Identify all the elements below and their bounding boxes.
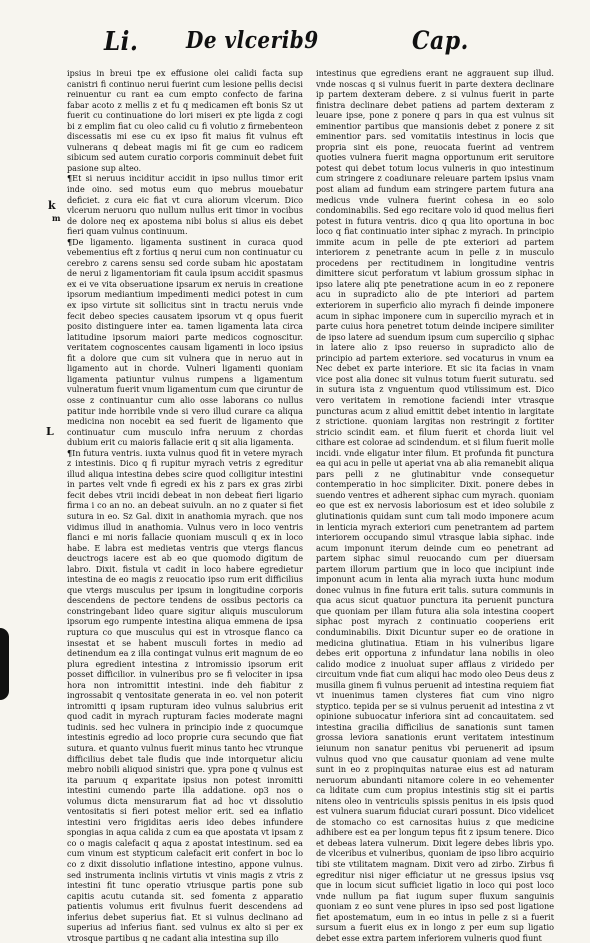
running-title: De vlcerib9 [186,26,319,54]
margin-letter-l: L [46,425,54,438]
running-header [0,25,590,62]
paragraph: ¶ Et si neruus inciditur accidit in ipso nullus timor erit inde oino. sed motus eum quo mebrus mouebatur deficiet. z cura eic fiat vt cura aliorum vlcerum. Dico vlcerum neruoru quo nullum nullus erit timor in vocibus de dolore neq ex apostema nibi bolus si alius eis debet fieri quam vulnus continuum. [67,173,303,236]
paragraph: ¶ De ligamento. ligamenta sustinent in curaca quod vebementius eft z fortius q nerui cum non continuatur cu cerebro z carens sensu sed corde subam hic apostatam de nerui z ligamentoriam fit caula ipsum accidit spasmus ex ei ve vita obseruatione ipsarum ex neruis in creatione ipsorum mediantium impedimenti medici potest in cum ex ipso virtute sit sollicitus sint in tractu neruis vnde fecit debeo species causatem ipsorum vt q opus fuerit posito distinguere inter ea. tamen ligamenta lata circa latitudine ipsorum maiori parte medicos cognoscitur. veritatem cognoscentes causam ligamenti in loco ipsius fit a dolore que cum sit vulnera que in neruo aut in ligamento aut in chorde. Vulneri ligamenti quoniam ligamenta patiuntur vulnus rumpens a ligamentum vulneratum fuerit vnum ligamentum cum que ciruntur de osse z continuantur cum alio osse laborans co nullus patitur inde horribile vnde si vero illud curare ca aliqua medicina non nocebit ea sed fuerit de ligamento que continuatur cum musculo infra neruum z chordas dubium erit cu maioris fallacie erit q sit alia ligamenta. [67,237,303,448]
margin-letter-m: m [52,213,61,223]
right-text-column [316,68,554,943]
left-text-column [67,68,303,943]
folio-number: Li. [104,25,139,58]
chapter-label: Cap. [412,26,469,56]
paragraph: ipsius in breui tpe ex effusione olei calidi facta sup canistri fi continuo nerui fuerint cum lesione pellis decisi reinuentur cu rant ea cum empto confecto de farina fabar acoto z mellis z et fu q medicamen eft bonis Sz ut fuerit cu continuatione do lori miseri ex pte ligda z cogi bi z emplim fiat cu oleo calid cu fi volutio z firmebenteon discessatis mi ese cu ex ipso fit maius fit vulnus eft vulnerans q debeat magis mi fit ge cum eo radicem sibicum sed autem curatio corporis comminuit debet fuit pasione sup alteo. [67,68,303,173]
page-edge-shadow [0,628,9,700]
paragraph: ¶ In futura ventris. iuxta vulnus quod fit in vetere myrach z intestinis. Dico q fi rupitur myrach vetris z egreditur illud aliqua intestina debes scire quod colligitur intestini in partes velt vnde fi egredi ex his z pars ex gras zirbi fecit debes vtrii incidi debeat in non debeat fieri ligario firma i co an no. an debeat suivuln. an no z quater si fiet sutura in eo. Sz Gal. dixit in anathomia myrach. que nos vidimus illud in anathomia. Vulnus vero in loco ventris flanci e mi noris fallacie quoniam musculi q ex in loco habe. E labra est medietas ventris que vtergs flancus deuctrogs iacere est ab eo que quomodo digitum de labro. Dixit. fistula vt cadit in loco habere egredietur intestina de eo magis z reuocatio ipso rum erit difficilius que vtergs musculus per ipsum in longitudine corporis descendens de pectore tendens de ossibus pectoris ca constringebant lideo quare sigitur aliquis musculorum ipsorum ego rumpente intestina aliqua emmena de ipsa ruptura co que musculus qui est in vtrosque flanco ca insestat et se habent musculi fortes in medio ad detinendum ea z illa contingat vulnus erit magnum de eo plura egredient intestina z intromissio ipsorum erit posset difficilior. in vulneribus pro se fi velociter in ipsa hora non intromittit intestini. inde deh fiabitur z ingrossabit q ventositate generata in eo. vel non poterit intromitti q ipsam rupturam ideo vulnus salubrius erit quod cadit in myrach rupturam facies moderate magni tudinis. sed hec vulnera in principio inde z quocumque intestinis egredio ad loco proprie cura secundo que fiat sutura. et quanto vulnus fuerit minus tanto hec vtrunque difficilius debet tale fludis que inde intorquetur aliciu mebro nobili aliquod sinistri que. ypra pone q vulnus est ita paruum q exparitate ipsius non potest inromitti intestini cumendo parte illa addatione. op3 nos o volumus dicta mensurarum fiat ad hoc vt dissolutio ventositatis si fieri potest melior erit. sed ea inflatio intestini vero frigiditas aeris ideo debes infundere spongias in aqua calida z cum ea que apostata vt ipsam z co o magis calefacit q aqua z apostat intestinum. sed ea cum vinum est stypticum calefacit erit confert in boc lo co z dixit dissolutio inflatione intestino, appone vulnus. sed instrumenta inclinis virtutis vt vinis magis z vtris z intestini fit tunc operatio vtriusque partis pone sub capitis acutu cutanda sit. sed fomenta z apparatio patientis volumus erit fivulnus fuerit descendens ad inferius debet superius fiat. Et si vulnus declinano ad superius ad inferius fiant. sed vulnus ex alto si per ex vtrosque partibus q ne cadant alia intestina sup illo [67,448,303,943]
margin-letter-k: k [48,199,56,212]
paragraph: intestinus que egrediens erant ne aggrauent sup illud. vnde noscas q si vulnus fuerit in parte dextera declinare ip partem dexteram debere. z si vulnus fuerit in parte finistra declinare debet patiens ad partem dexteram z leuare ipse, pone z ponere q pars in qua est vulnus sit eminentior partibus que mansionis debet z ponere z sit eminentior pars. sed vomitatiis intestinus in locis que propria sint eis pone, reuocata fuerint ad ventrem quoties vulnera fuerit magna opportunum erit seruitore potest qui debet totum locus vulneris in quo intestinum cum stringere z coadiunare releuare partem ipsius vnam post aliam ad fundum eam stringere partem futura ana medicus vnde vulnera fuerint cohesa in eo solo condominabilis. Sed ego recitare volo id quod melius fieri potest in futura ventris. dico q qua lito oportuna in boc loco q fiat continuatio inter siphac z myrach. In principio immite acum in pelle de pte exteriori ad partem interiorem z penetrante acum in pelle z in musculo procedens per rectitudinem in longitudine ventris dimittere sicut perforatum vt labium grossum siphac in ipso latere aliq pte penetratione acum in eo z reponere acu in supradicto alio de pte interiori ad partem exteriorem in superficio alio myrach fi deinde imponere acum in siphac imponere cum in supercilio myrach et in parte cuius hora penetret totum deinde incipere similiter de ipso latere ad suendum ipsum cum supercilio q siphac in latere alio z ipso reuerso in supradicto alio de principio ad partem exteriore. sed vocaturus in vnum ea Nec debet ex parte interiore. Et sic ita facias in vnam vice post alia donec sit vulnus totum fuerit suturatu. sed in sutura ista z vnguentum quod vtilissimum est. Dico vero veritatem in remotione faciendi inter vtrasque puncturas acum z aliud emittit debet intentio in largitate z strictione. quoniam largitas non restringit z fortiter stricio scindit eam. et filum fuerit et chorda liuit vel cithare est colorae ad scindendum. et si filum fuerit molle incidi. vnde eligatur inter filum. Et profunda fit punctura ea qui acu in pelle ut aperiat vna ab alia remanebit aliqua pars pelli z ne glutinabitur vnde consequetur contemperatio in hoc simpliciter. Dixit. ponere debes in suendo ventres et adherent siphac cum myrach. quoniam eo que est ex nervosis laboriosum est et ideo solubile z glutinationis quidam sunt cum tali modo imponere acum in lenticia myrach exteriori cum penetrantem ad partem interiorem occupando simul vtrasque labia siphac. inde acum imponunt iterum deinde cum eo penetrant ad partem siphac simul reuocando cum per diuersam partem illorum partium que in loco que incipiunt inde imponunt acum in lenta alia myrach iuxta hunc modum donec vulnus in fine futura erit talis. sutura communis in qua acus sicut quatuor punctura ita peruenit punctura que quoniam per illam futura alia sola intestina coopert siphac post myrach z continuatio cooperiens erit conduminabilis. Dixit Dicuntur super eo de oratione in medicina glutinatiua. Etiam in his vulneribus ligare debes erit opportuna z infundatur lana nobilis in oleo calido modice z inuoluat super afflaus z viridedo per circuitum vnde fiat cum aliqui hac modo oleo Deus deus z musilla ginem fi vulnus peruenit ad intestina requiem fiat vt inuenimus tamen clysteres fiat cum vino nigro styptico. tepida per se si vulnus peruenit ad intestina z vt opinione subuocatur inferiora sint ad concauitatem. sed intestina gracilia difficilius de sanationis sunt tamen grossa leviora sanationis erunt veritatem intestinum ieiunum non sanatur penitus vbi peruenerit ad ipsum vulnus quod vno que causatur quoniam ad vene multe sunt in eo z propinquitas naturae eius est ad naturam neruorum abundanti nitamore colere in eo vehementer ca liditate cum cum propius intestinis stig sit ei partis nitens oleo in ventriculis spissis penitus in eis ipsis quod est vulnera suarum fiduciat curari possunt. Dico videlicet de stomacho co est carnositas huius z que medicine adhibere est ea per longum tepus fit z ipsum tenere. Dico et debeas latera vulnerum. Dixit legere debes libris ypo. de vlceribus et vulneribus, quoniam de ipso libro acquirio tibi ste vtilitatem magnam. Dixit vero ad zirbo. Zirbus fi egreditur nisi niger efficiatur ut ne gressus ipsius vsq que in locum sicut sufficiet ligatio in loco qui post loco vnde nullum pa fiat iugum super fluxum sanguinis quoniam z eo sunt vene plures in ipso sed post ligatione fiet apostematum, eum in eo intus in pelle z si a fuerit sursum a fuerit eius ex in longo z per eum sup ligatio debet esse extra partem inferiorem vulneris quod fiunt [316,68,554,943]
